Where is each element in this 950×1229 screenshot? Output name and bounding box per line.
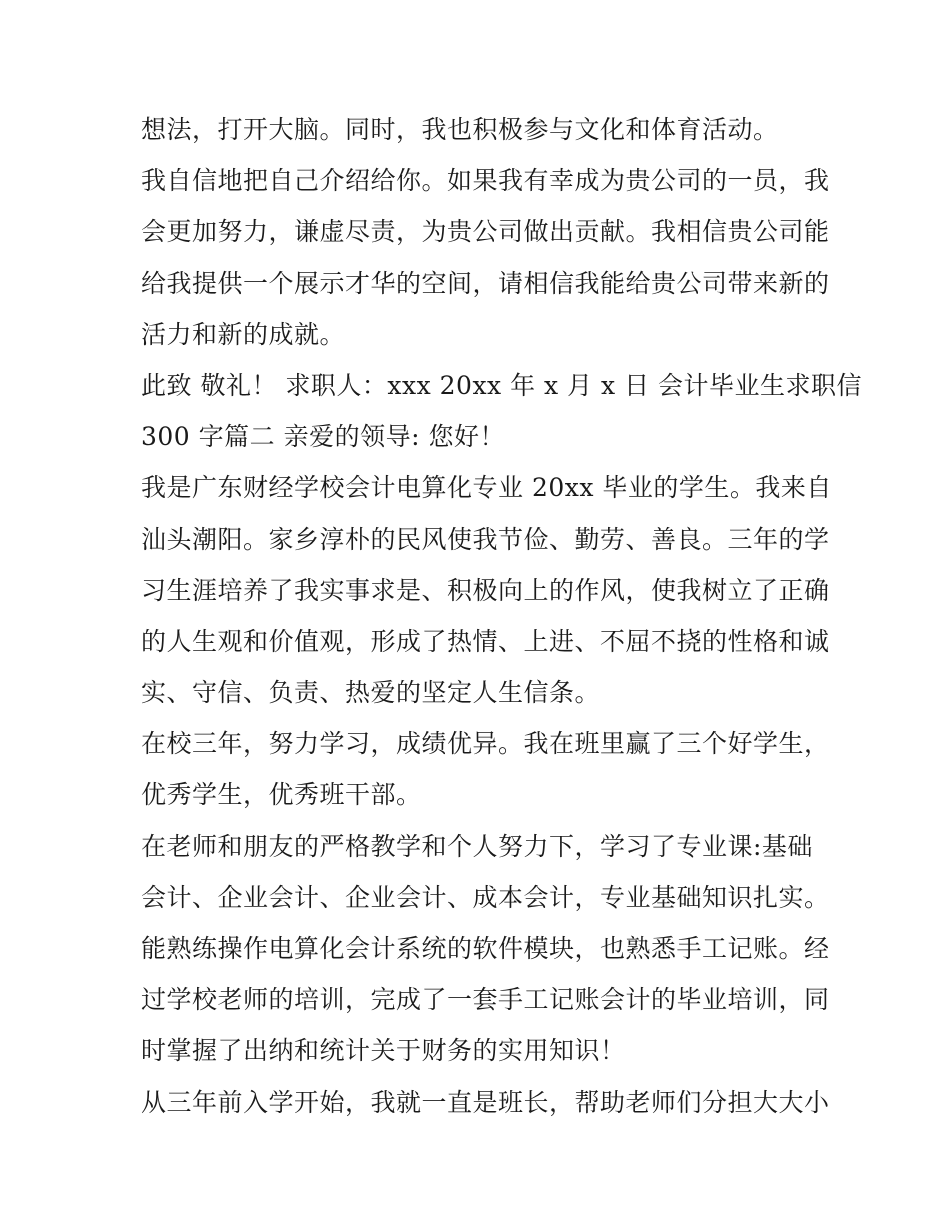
document-body xyxy=(141,104,863,1128)
text-line: 给我提供一个展示才华的空间，请相信我能给贵公司带来新的 xyxy=(141,268,830,298)
text-line: 活力和新的成就。 xyxy=(141,319,346,349)
text-line: 在老师和朋友的严格教学和个人努力下，学习了专业课:基础 xyxy=(141,831,813,861)
text-line: 想法，打开大脑。同时，我也积极参与文化和体育活动。 xyxy=(141,115,779,144)
text-line: 汕头潮阳。家乡淳朴的民风使我节俭、勤劳、善良。三年的学 xyxy=(141,524,830,554)
text-line: 300 字篇二 亲爱的领导: 您好！ xyxy=(141,422,505,452)
text-line: 能熟练操作电算化会计系统的软件模块，也熟悉手工记账。经 xyxy=(141,934,830,963)
text-line: 实、守信、负责、热爱的坚定人生信条。 xyxy=(141,678,601,708)
text-line: 此致 敬礼！ 求职人：xxx 20xx 年 x 月 x 日 会计毕业生求职信 xyxy=(141,370,863,400)
text-line: 习生涯培养了我实事求是、积极向上的作风，使我树立了正确 xyxy=(141,575,830,605)
text-line: 我是广东财经学校会计电算化专业 20xx 毕业的学生。我来自 xyxy=(141,473,832,503)
text-line: 优秀学生，优秀班干部。 xyxy=(141,780,422,810)
text-line: 在校三年，努力学习，成绩优异。我在班里赢了三个好学生， xyxy=(141,729,830,759)
text-line: 的人生观和价值观，形成了热情、上进、不屈不挠的性格和诚 xyxy=(141,626,830,656)
text-line: 过学校老师的培训，完成了一套手工记账会计的毕业培训，同 xyxy=(141,985,830,1015)
text-line: 会计、企业会计、企业会计、成本会计，专业基础知识扎实。 xyxy=(141,882,830,912)
text-line: 我自信地把自己介绍给你。如果我有幸成为贵公司的一员，我 xyxy=(141,166,830,196)
text-line: 时掌握了出纳和统计关于财务的实用知识！ xyxy=(141,1036,626,1066)
text-line: 会更加努力，谦虚尽责，为贵公司做出贡献。我相信贵公司能 xyxy=(141,217,830,247)
text-line: 从三年前入学开始，我就一直是班长，帮助老师们分担大大小 xyxy=(141,1087,830,1117)
